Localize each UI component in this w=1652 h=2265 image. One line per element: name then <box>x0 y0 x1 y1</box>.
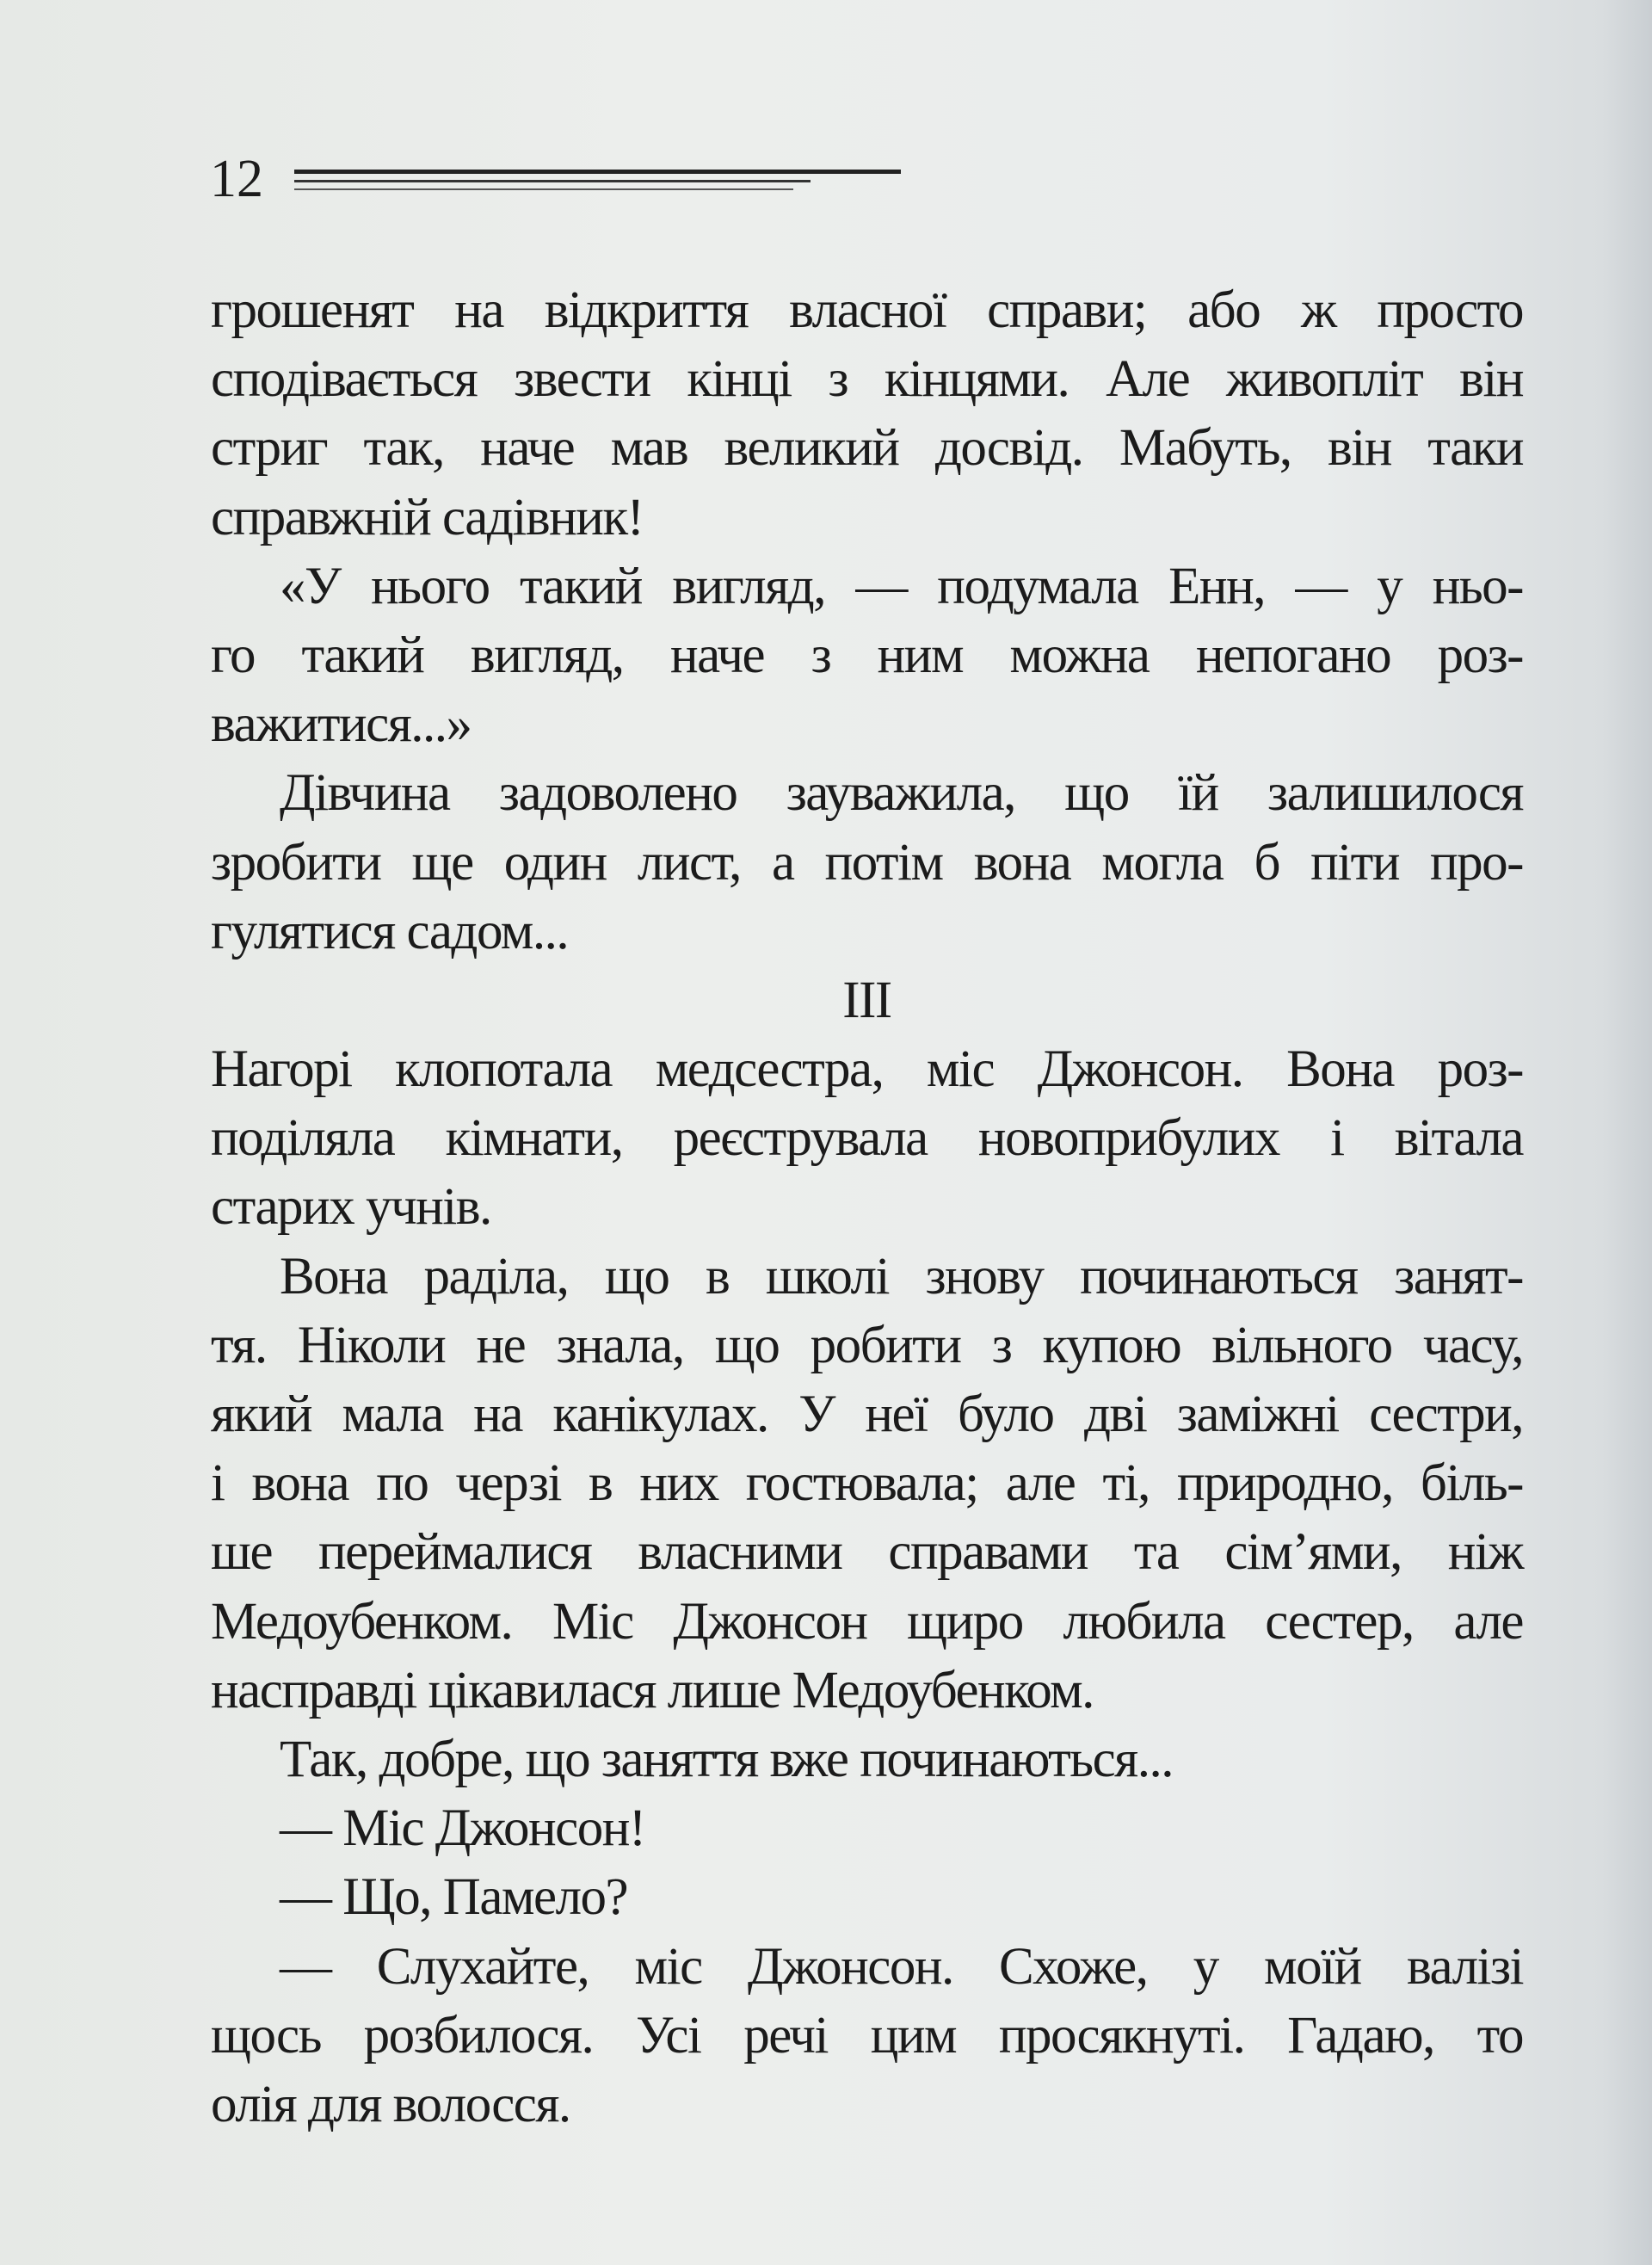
text-line: ше переймалися власними справами та сім’ями, ніж <box>211 1523 1523 1582</box>
text-line: насправді цікавилася лише Медоубенком. <box>211 1661 1094 1719</box>
text-line: гулятися садом... <box>211 902 569 960</box>
page-number: 12 <box>210 150 263 208</box>
text-line: сподівається звести кінці з кінцями. Але живопліт він <box>211 350 1523 409</box>
header-rule <box>294 180 811 182</box>
text-line: Дівчина задоволено зауважила, що їй залишилося <box>280 764 1523 823</box>
text-line: «У нього такий вигляд, — подумала Енн, — у ньо- <box>280 557 1523 615</box>
text-line: щось розбилося. Усі речі цим просякнуті. Гадаю, то <box>211 2006 1523 2064</box>
text-line: поділяла кімнати, реєструвала новоприбулих і вітала <box>211 1109 1523 1168</box>
text-line: — Що, Памело? <box>280 1868 628 1927</box>
text-line: Нагорі клопотала медсестра, міс Джонсон. Вона роз- <box>211 1040 1523 1099</box>
text-line: го такий вигляд, наче з ним можна непогано роз- <box>211 626 1523 684</box>
text-line: грошенят на відкриття власної справи; або ж просто <box>211 281 1523 339</box>
section-heading: III <box>842 971 891 1029</box>
header-rule <box>294 170 901 174</box>
text-line: Так, добре, що заняття вже починаються... <box>280 1730 1173 1788</box>
text-line: і вона по черзі в них гостювала; але ті, природно, біль- <box>211 1454 1523 1513</box>
text-line: старих учнів. <box>211 1178 491 1237</box>
body-text <box>211 276 1523 2139</box>
header-rule <box>294 188 793 190</box>
text-line: — Слухайте, міс Джонсон. Схоже, у моїй валізі <box>280 1937 1523 1996</box>
text-line: який мала на канікулах. У неї було дві заміжні сестри, <box>211 1386 1523 1443</box>
text-line: Вона раділа, що в школі знову починаються занят- <box>280 1247 1523 1305</box>
text-line: Медоубенком. Міс Джонсон щиро любила сестер, але <box>211 1592 1523 1651</box>
text-line: справжній садівник! <box>211 488 644 546</box>
text-line: стриг так, наче мав великий досвід. Мабуть, він таки <box>211 419 1523 478</box>
text-line: олія для волосся. <box>211 2075 570 2133</box>
text-line: важитися...» <box>211 695 472 754</box>
text-line: тя. Ніколи не знала, що робити з купою вільного часу, <box>211 1316 1523 1374</box>
text-line: зробити ще один лист, а потім вона могла б піти про- <box>211 833 1523 892</box>
text-line: — Міс Джонсон! <box>280 1799 645 1858</box>
